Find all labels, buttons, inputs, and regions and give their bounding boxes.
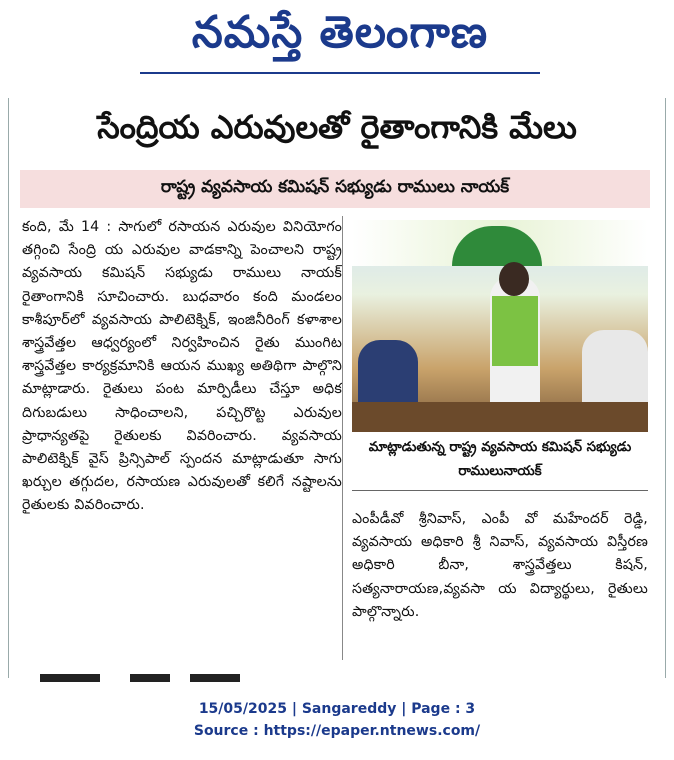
frame-right-border <box>665 98 666 678</box>
photo-speaker-green-scarf <box>492 296 538 366</box>
masthead-underline <box>140 72 540 74</box>
photo-caption: మాట్లాడుతున్న రాష్ట్ర వ్యవసాయ కమిషన్ సభ్యుడు రాములునాయక్ <box>352 436 648 491</box>
article-body-left-column <box>22 216 342 662</box>
article-body-right-column <box>352 508 648 658</box>
article-photo <box>352 220 648 432</box>
photo-table <box>352 402 648 432</box>
article-headline: సేంద్రియ ఎరువులతో రైతాంగానికి మేలు <box>97 108 577 146</box>
newspaper-masthead: నమస్తే తెలంగాణ <box>191 7 489 58</box>
column-divider <box>342 216 343 660</box>
footer-date-edition-page: 15/05/2025 | Sangareddy | Page : 3 <box>198 701 476 717</box>
article-body-left-text: కంది, మే 14 : సాగులో రసాయన ఎరువుల వినియోగం తగ్గించి సేంద్రి య ఎరువుల వాడకాన్ని పెంచాలని రాష్ట్ర వ్యవసాయ కమిషన్ సభ్యుడు రాములు నాయక్ రైతాంగానికి సూచించారు. బుధవారం కంది మండలం కాశీపూర్‌లో వ్యవసాయ పాలిటెక్నిక్, ఇంజినీరింగ్ కళాశాల శాస్త్రవేత్తల ఆధ్వర్యంలో నిర్వహించిన రైతు ముంగిట శాస్త్రవేత్తల కార్యక్రమానికి ఆయన ముఖ్య అతిథిగా పాల్గొని మాట్లాడారు. రైతులు పంట మార్పిడీలు చేస్తూ అధిక దిగుబడులు సాధించాలని, పచ్చిరొట్ట ఎరువుల ప్రాధాన్యతపై రైతులకు వివరించారు. వ్యవసాయ పాలిటెక్నిక్ వైస్ ప్రిన్సిపాల్ స్పందన మాట్లాడుతూ సాగు ఖర్చుల తగ్గుదల, రసాయణ ఎరువులతో కలిగే నష్టాలను రైతులకు వివరించారు. <box>22 219 342 514</box>
article-body-right-text: ఎంపీడీవో శ్రీనివాస్, ఎంపీ వో మహేందర్ రెడ్డి, వ్యవసాయ అధికారి శ్రీ నివాస్, వ్యవసాయ విస్తీరణ అధికారి బీనా, శాస్త్రవేత్తలు కిషన్, సత్యనారాయణ,వ్యవసా య విద్యార్థులు, రైతులు పాల్గొన్నారు. <box>352 511 648 620</box>
page-footer <box>0 698 674 744</box>
footer-source-url: Source : https://epaper.ntnews.com/ <box>193 723 481 739</box>
photo-speaker-head <box>499 262 529 296</box>
frame-left-border <box>8 98 9 678</box>
next-article-cut-edge <box>40 674 260 682</box>
article-subhead: రాష్ట్ర వ్యవసాయ కమిషన్ సభ్యుడు రాములు నాయక్ <box>20 170 650 208</box>
